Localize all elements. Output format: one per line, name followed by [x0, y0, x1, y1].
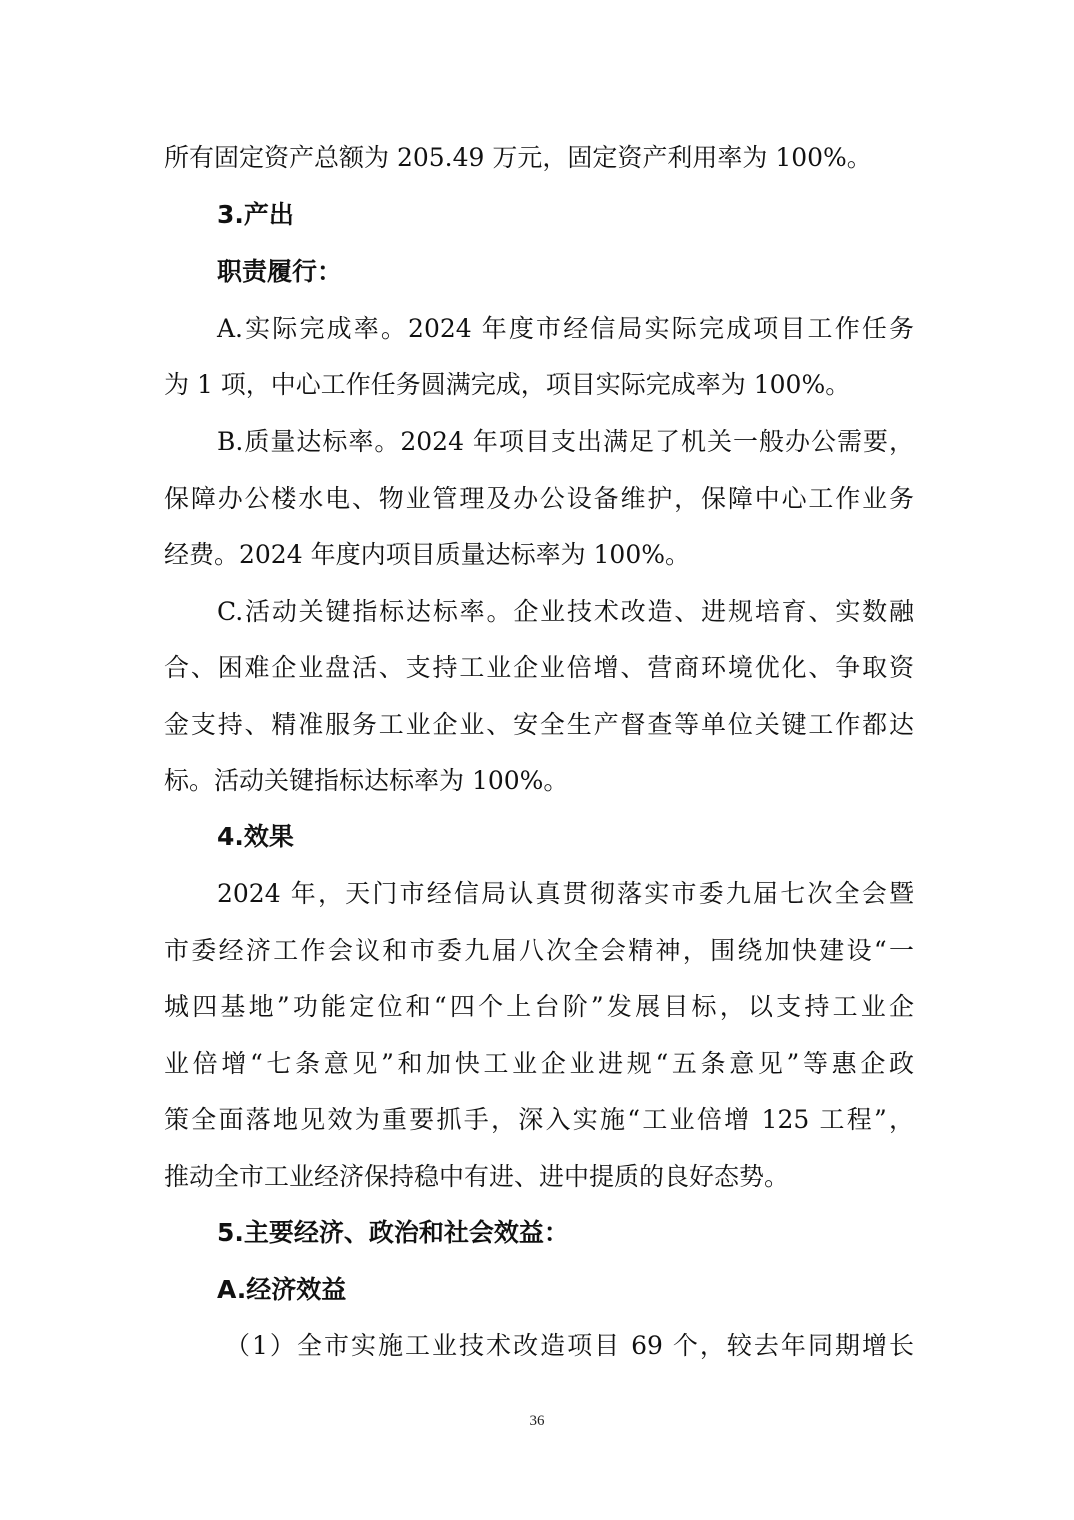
subsection-heading: 职责履行：	[217, 257, 343, 286]
text-line: C.活动关键指标达标率。企业技术改造、进规培育、实数融	[217, 597, 914, 626]
text-line: 经费。2024 年度内项目质量达标率为 100%。	[164, 540, 690, 569]
text-line: 业倍增“七条意见”和加快工业企业进规“五条意见”等惠企政	[164, 1049, 914, 1078]
text-line: 合、困难企业盘活、支持工业企业倍增、营商环境优化、争取资	[164, 653, 914, 682]
text-line: 标。活动关键指标达标率为 100%。	[164, 766, 569, 795]
text-line: 城四基地”功能定位和“四个上台阶”发展目标，以支持工业企	[164, 992, 914, 1021]
text-line: 2024 年，天门市经信局认真贯彻落实市委九届七次全会暨	[217, 879, 914, 908]
text-line: B.质量达标率。2024 年项目支出满足了机关一般办公需要，	[217, 427, 914, 456]
section-heading: 4.效果	[217, 822, 294, 851]
text-line: 所有固定资产总额为 205.49 万元，固定资产利用率为 100%。	[164, 143, 872, 172]
page-number: 36	[529, 1413, 545, 1429]
text-line: 市委经济工作会议和市委九届八次全会精神，围绕加快建设“一	[164, 936, 914, 965]
section-heading: 3.产出	[217, 200, 294, 229]
text-line: A.实际完成率。2024 年度市经信局实际完成项目工作任务	[217, 314, 914, 343]
text-line: 策全面落地见效为重要抓手，深入实施“工业倍增 125 工程”，	[164, 1105, 914, 1134]
text-line: 推动全市工业经济保持稳中有进、进中提质的良好态势。	[164, 1162, 790, 1191]
text-line: 金支持、精准服务工业企业、安全生产督查等单位关键工作都达	[164, 710, 914, 739]
subsection-heading: A.经济效益	[217, 1275, 347, 1304]
section-heading: 5.主要经济、政治和社会效益：	[217, 1218, 569, 1247]
text-line: 为 1 项，中心工作任务圆满完成，项目实际完成率为 100%。	[164, 370, 851, 399]
text-line: 保障办公楼水电、物业管理及办公设备维护，保障中心工作业务	[164, 484, 914, 513]
text-line: （1）全市实施工业技术改造项目 69 个，较去年同期增长	[225, 1331, 914, 1360]
